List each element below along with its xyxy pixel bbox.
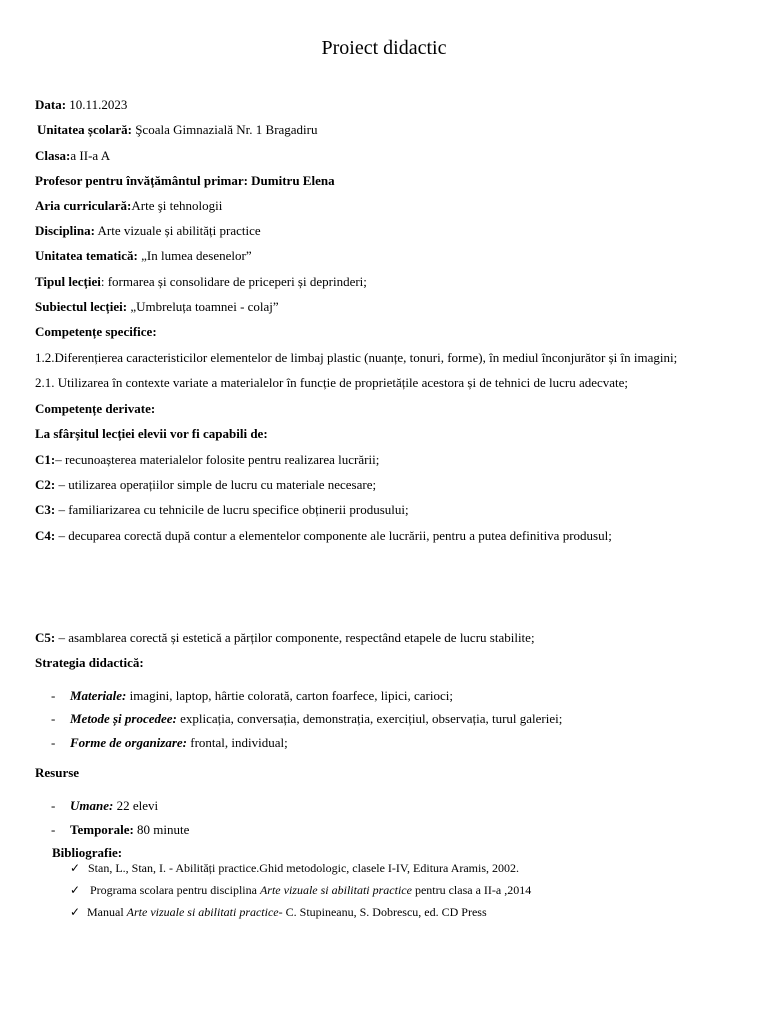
strategia-text: imagini, laptop, hârtie colorată, carton foarfece, lipici, carioci; (126, 688, 453, 703)
list-dash: - (51, 798, 56, 813)
bibliografie-text: Stan, L., Stan, I. - Abilități practice.Ghid metodologic, clasele I-IV, Editura Aramis, 2002. (88, 861, 520, 875)
strategia-label: Forme de organizare: (70, 735, 187, 750)
bibliografie-text: - C. Stupineanu, S. Dobrescu, ed. CD Press (278, 905, 487, 919)
competenta-derivata-c1 (35, 451, 379, 468)
field-disciplina (35, 222, 261, 239)
competenta-derivata-c5 (35, 629, 535, 646)
competenta-code: C4: (35, 528, 56, 543)
competenta-text: – recunoașterea materialelor folosite pentru realizarea lucrării; (55, 452, 380, 467)
field-value: Şcoala Gimnazială Nr. 1 Bragadiru (131, 122, 318, 137)
field-value: 10.11.2023 (66, 97, 128, 112)
field-aria-curriculara (35, 197, 222, 214)
field-label: Unitatea tematică: (35, 248, 138, 263)
bibliografie-italic-title: Arte vizuale si abilitati practice (259, 883, 412, 897)
competenta-derivata-c3 (35, 501, 409, 518)
bibliografie-item (90, 882, 531, 898)
field-subiectul-lectiei (35, 298, 279, 315)
field-label: Data: (35, 97, 67, 112)
bibliografie-heading: Bibliografie: (52, 845, 123, 860)
field-value: : formarea și consolidare de priceperi și deprinderi; (100, 274, 367, 289)
field-clasa (35, 147, 110, 164)
bibliografie-item (87, 904, 487, 920)
field-label: Disciplina: (35, 223, 95, 238)
field-value: Arte vizuale și abilități practice (94, 223, 261, 238)
competenta-code: C2: (35, 477, 56, 492)
bibliografie-item (88, 860, 519, 876)
checkmark-icon: ✓ (70, 905, 81, 919)
bibliografie-text: Manual (87, 905, 127, 919)
field-tipul-lectiei (35, 273, 367, 290)
competenta-text: – utilizarea operațiilor simple de lucru cu materiale necesare; (55, 477, 377, 492)
strategia-text: frontal, individual; (187, 735, 288, 750)
strategia-item-metode (70, 710, 562, 727)
strategia-item-materiale (70, 687, 453, 704)
resurse-text: 80 minute (133, 822, 190, 837)
competenta-text: – decuparea corectă după contur a elementelor componente ale lucrării, pentru a putea definitiva produsul; (55, 528, 612, 543)
competenta-code: C1: (35, 452, 56, 467)
strategia-text: explicația, conversația, demonstrația, exercițiul, observația, turul galeriei; (176, 711, 563, 726)
competenta-code: C3: (35, 502, 56, 517)
document-title: Proiect didactic (321, 37, 447, 59)
checkmark-icon: ✓ (70, 883, 81, 897)
bibliografie-text: pentru clasa a II-a ,2014 (411, 883, 532, 897)
competenta-derivata-c2 (35, 476, 376, 493)
strategia-item-forme (70, 734, 288, 751)
strategia-label: Materiale: (70, 688, 127, 703)
field-value: „Umbreluța toamnei - colaj” (127, 299, 279, 314)
competenta-code: C5: (35, 630, 56, 645)
list-dash: - (51, 688, 56, 703)
bibliografie-text: Programa scolara pentru disciplina (90, 883, 260, 897)
field-label: Subiectul lecției: (35, 299, 128, 314)
field-label: Aria curriculară: (35, 198, 132, 213)
list-dash: - (51, 735, 56, 750)
competente-derivate-intro: La sfârșitul lecției elevii vor fi capabili de: (35, 426, 268, 441)
field-unitate-scolara (37, 121, 318, 138)
resurse-item-temporale (70, 821, 189, 838)
field-label: Tipul lecției (35, 274, 101, 289)
field-value: „In lumea desenelor” (137, 248, 252, 263)
field-profesor: Profesor pentru învățământul primar: Dumitru Elena (35, 173, 335, 188)
resurse-heading: Resurse (35, 765, 80, 780)
competenta-text: – asamblarea corectă și estetică a părților componente, respectând etapele de lucru stabilite; (55, 630, 535, 645)
resurse-label: Temporale: (70, 822, 134, 837)
resurse-label: Umane: (70, 798, 114, 813)
competenta-specifica-item: 1.2.Diferențierea caracteristicilor elementelor de limbaj plastic (nuanțe, tonuri, forme), în mediul înconjurător și în imagini; (35, 350, 678, 365)
strategia-label: Metode și procedee: (70, 711, 177, 726)
checkmark-icon: ✓ (70, 861, 81, 875)
list-dash: - (51, 822, 56, 837)
competente-specifice-heading: Competențe specifice: (35, 324, 157, 339)
list-dash: - (51, 711, 56, 726)
field-value: a II-a A (70, 148, 111, 163)
resurse-item-umane (70, 797, 158, 814)
competenta-derivata-c4 (35, 527, 612, 544)
competenta-specifica-item: 2.1. Utilizarea în contexte variate a materialelor în funcție de proprietățile acestora și de tehnici de lucru adecvate; (35, 375, 629, 390)
field-unitate-tematica (35, 247, 252, 264)
competenta-text: – familiarizarea cu tehnicile de lucru specifice obținerii produsului; (55, 502, 409, 517)
strategia-heading: Strategia didactică: (35, 655, 144, 670)
field-label: Clasa: (35, 148, 71, 163)
competente-derivate-heading: Competențe derivate: (35, 401, 156, 416)
field-label: Unitatea școlară: (37, 122, 132, 137)
field-value: Arte şi tehnologii (131, 198, 223, 213)
resurse-text: 22 elevi (113, 798, 159, 813)
field-data (35, 96, 127, 113)
bibliografie-italic-title: Arte vizuale si abilitati practice (126, 905, 279, 919)
